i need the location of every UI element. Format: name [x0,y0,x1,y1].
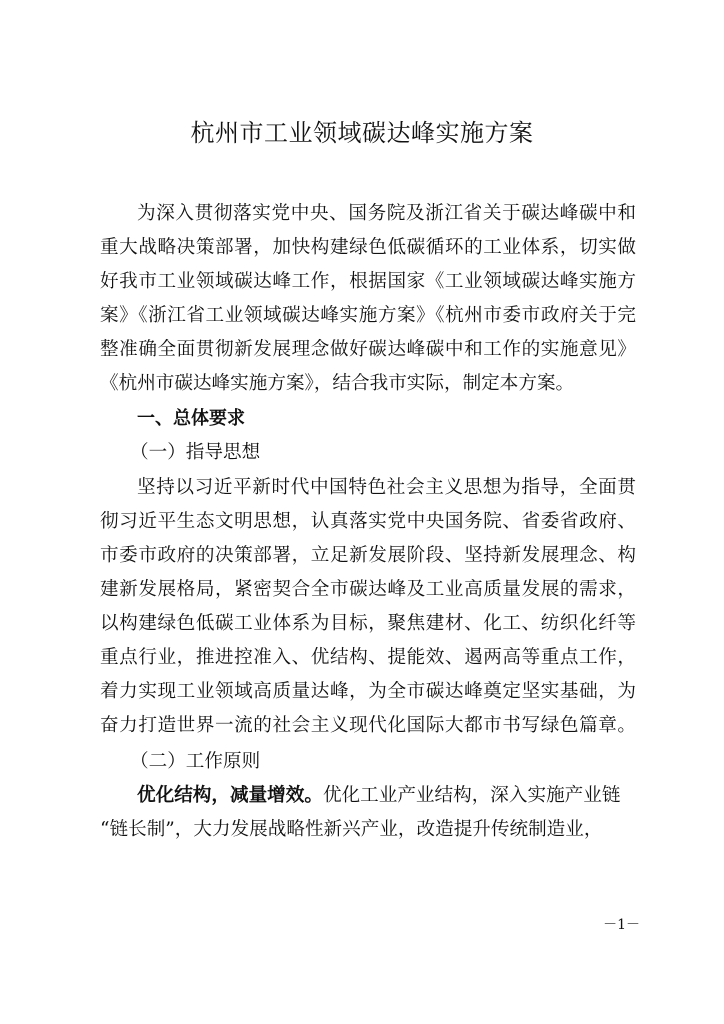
paragraph-line: 奋力打造世界一流的社会主义现代化国际大都市书写绿色篇章。 [100,715,636,736]
intro-line: 《杭州市碳达峰实施方案》，结合我市实际，制定本方案。 [100,373,575,394]
principle-lead: 优化结构，减量增效。 [137,785,323,806]
intro-line: 为深入贯彻落实党中央、国务院及浙江省关于碳达峰碳中和 [137,203,636,224]
document-title: 杭州市工业领域碳达峰实施方案 [190,119,534,147]
intro-line: 案》《浙江省工业领域碳达峰实施方案》《杭州市委市政府关于完 [100,305,636,326]
subsection-heading: （一）指导思想 [130,442,261,463]
paragraph-line: 以构建绿色低碳工业体系为目标，聚焦建材、化工、纺织化纤等 [100,613,636,634]
principle-line: “链长制”，大力发展战略性新兴产业，改造提升传统制造业， [100,819,603,840]
principle-text: 优化工业产业结构，深入实施产业链 [322,785,621,806]
paragraph-line: 彻习近平生态文明思想，认真落实党中央国务院、省委省政府、 [100,511,636,532]
page-number: －1－ [603,917,640,933]
intro-line: 重大战略决策部署，加快构建绿色低碳循环的工业体系，切实做 [100,237,636,258]
paragraph-line: 坚持以习近平新时代中国特色社会主义思想为指导，全面贯 [137,477,636,498]
principle-line [137,779,636,813]
intro-line: 整准确全面贯彻新发展理念做好碳达峰碳中和工作的实施意见》 [100,339,636,360]
intro-line: 好我市工业领域碳达峰工作，根据国家《工业领域碳达峰实施方 [100,271,636,292]
paragraph-line: 建新发展格局，紧密契合全市碳达峰及工业高质量发展的需求， [100,579,636,600]
paragraph-line: 重点行业，推进控准入、优结构、提能效、遏两高等重点工作， [100,647,636,668]
subsection-heading: （二）工作原则 [130,751,261,772]
paragraph-line: 着力实现工业领域高质量达峰，为全市碳达峰奠定坚实基础，为 [100,681,636,702]
paragraph-line: 市委市政府的决策部署，立足新发展阶段、坚持新发展理念、构 [100,545,636,566]
section-heading: 一、总体要求 [137,408,245,429]
